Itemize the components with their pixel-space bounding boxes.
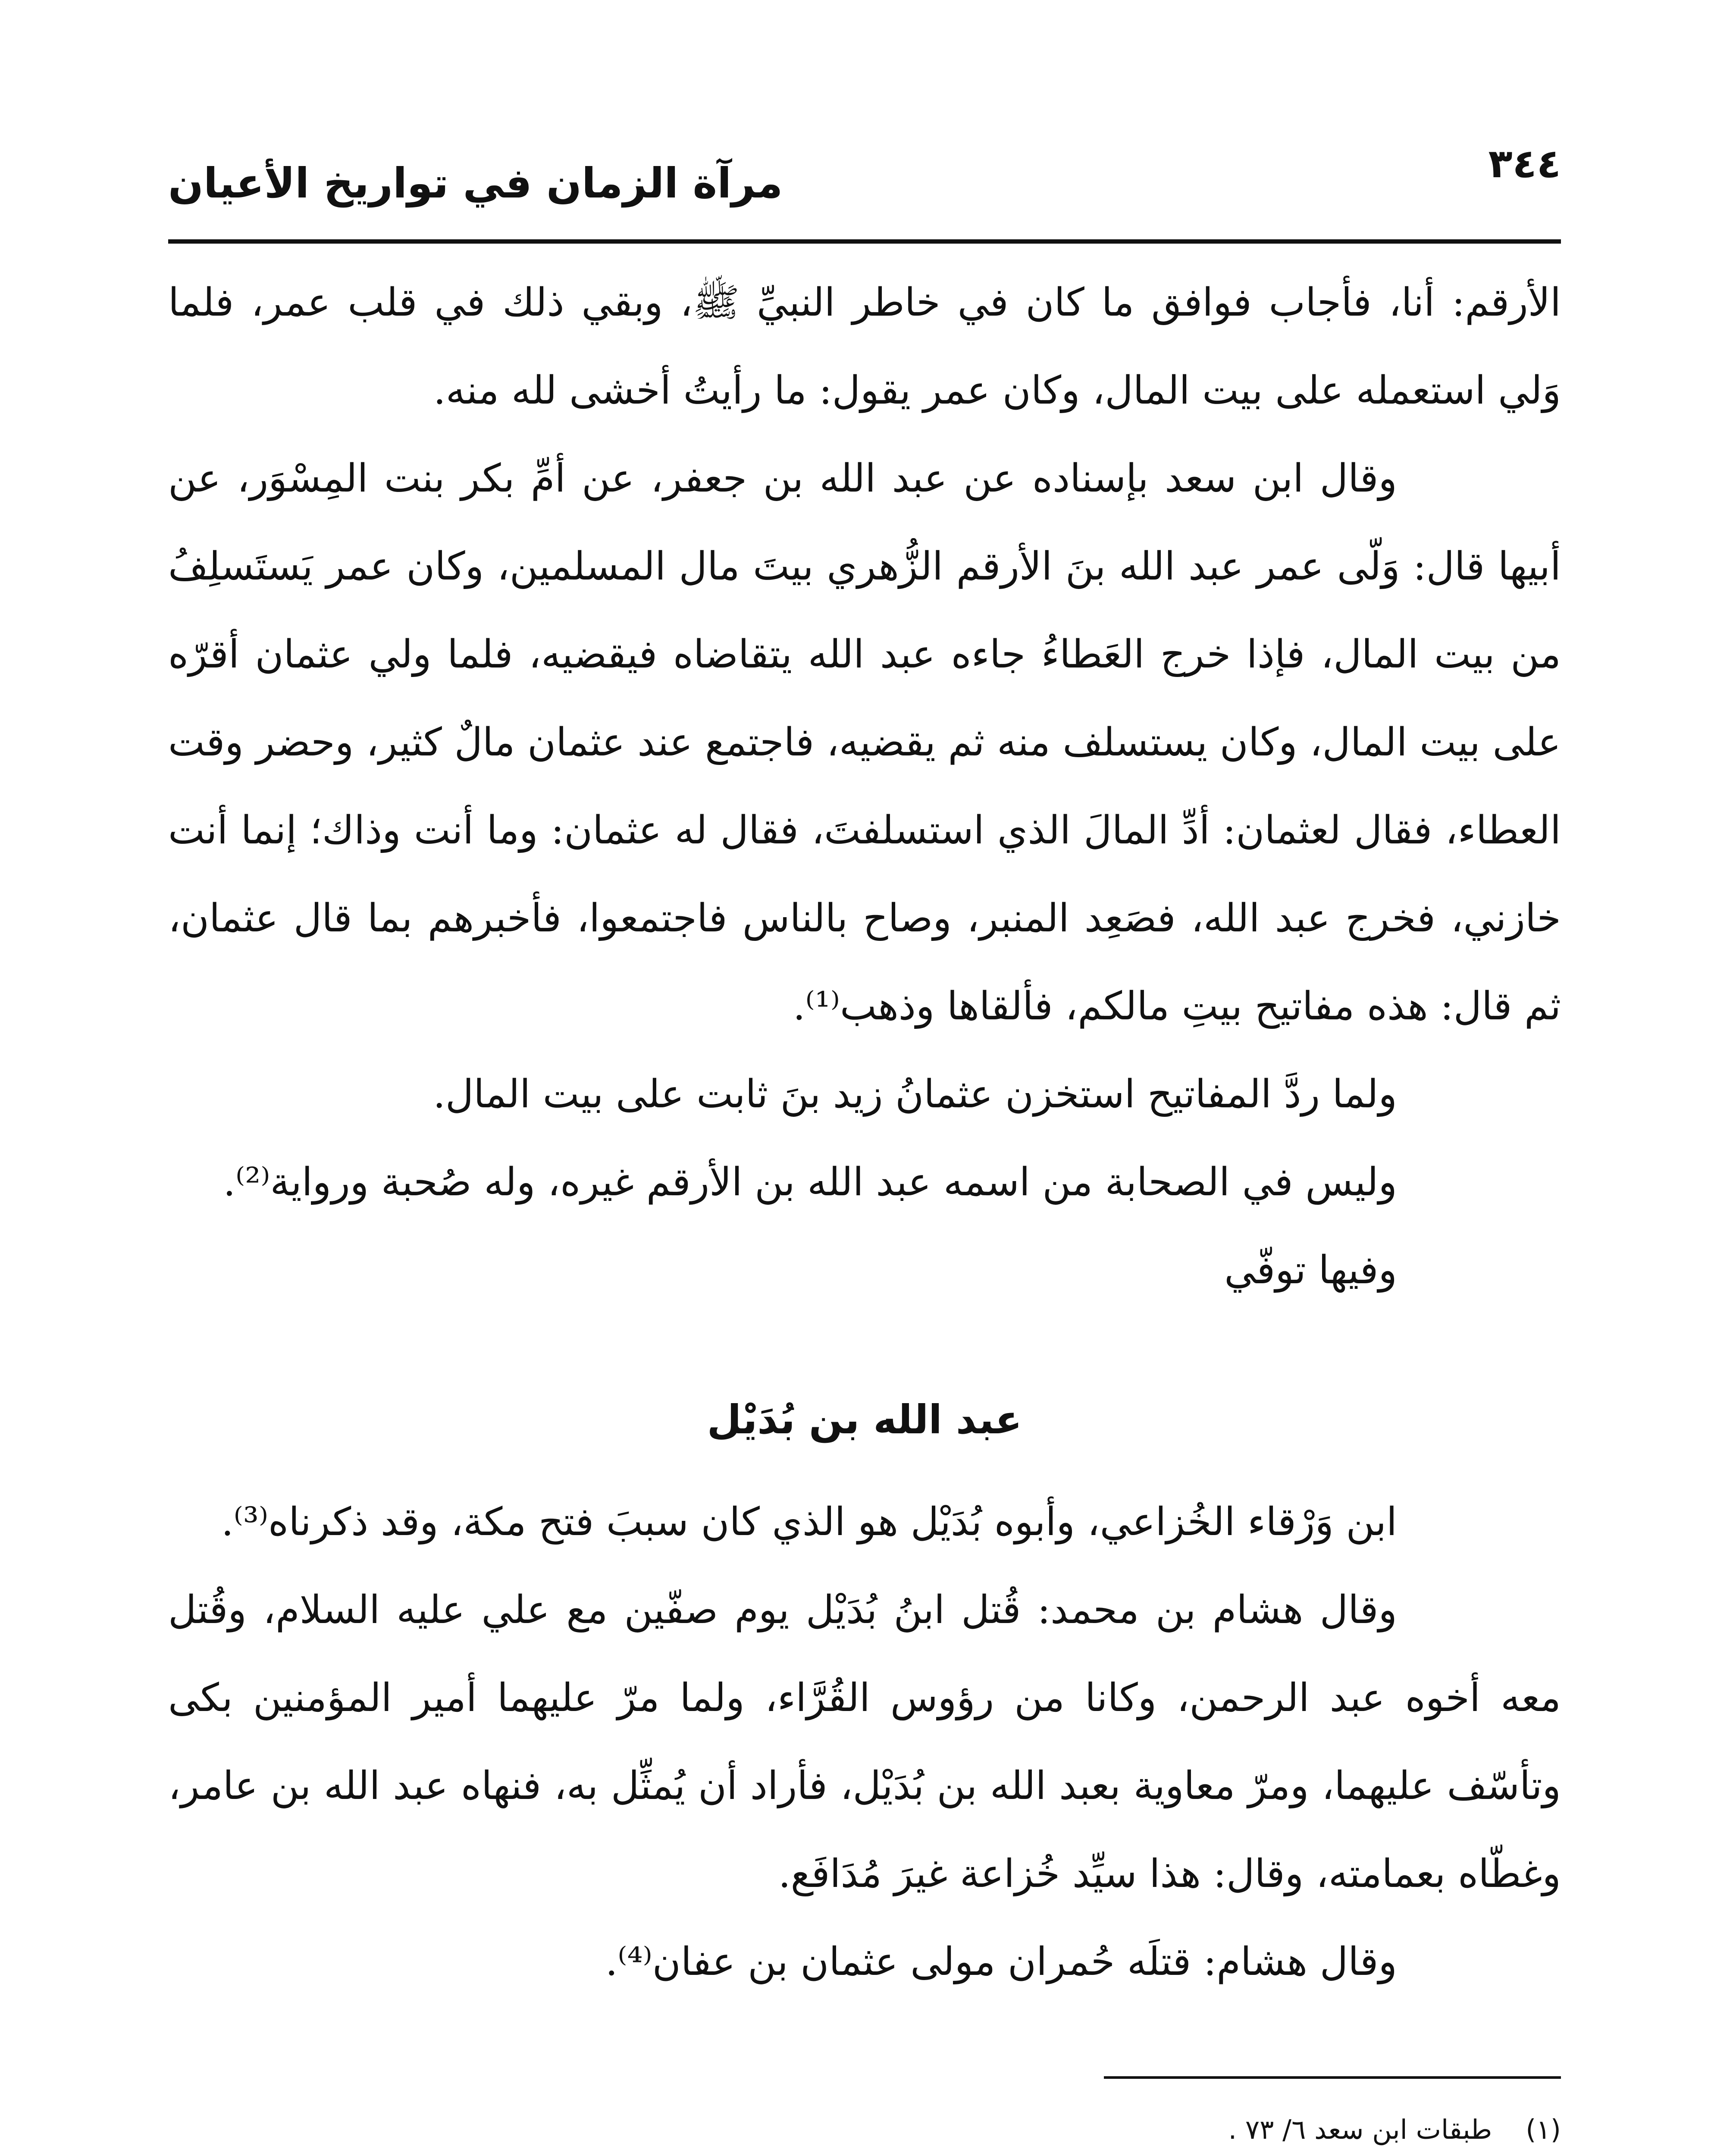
paragraph: ولما ردَّ المفاتيح استخزن عثمانُ زيد بنَ ثابت على بيت المال. [433, 1072, 1397, 1117]
main-text [168, 259, 1561, 2006]
paragraph: ابن وَرْقاء الخُزاعي، وأبوه بُدَيْل هو الذي كان سببَ فتح مكة، وقد ذكرناه⁽³⁾. [221, 1499, 1397, 1545]
section-heading: عبد الله بن بُدَيْل [707, 1397, 1022, 1443]
page-number: ٣٤٤ [1488, 141, 1561, 187]
paragraph: وفيها توفّي [1224, 1247, 1397, 1293]
running-title: مرآة الزمان في تواريخ الأعيان [168, 159, 783, 207]
paragraph: وقال هشام بن محمد: قُتل ابنُ بُدَيْل يوم صفّين مع علي عليه السلام، وقُتل معه أخوه عبد الرحمن، وكانا من رؤوس القُرَّاء، ولما مرّ عليهما أمير المؤمنين بكى وتأسّف عليهما، ومرّ معاوية بعبد الله بن بُدَيْل، فأراد أن يُمثِّل به، فنهاه عبد الله بن عامر، وغطّاه بعمامته، وقال: هذا سيِّد خُزاعة غيرَ مُدَافَع. [168, 1587, 1561, 1896]
header-rule [168, 239, 1561, 244]
paragraph: الأرقم: أنا، فأجاب فوافق ما كان في خاطر النبيِّ ﷺ، وبقي ذلك في قلب عمر، فلما وَلي استعمله على بيت المال، وكان عمر يقول: ما رأيتُ أخشى لله منه. [168, 280, 1561, 413]
page-header [168, 129, 1561, 216]
footnote-number: (١) [1526, 2114, 1561, 2145]
paragraph: وقال ابن سعد بإسناده عن عبد الله بن جعفر، عن أمِّ بكر بنت المِسْوَر، عن أبيها قال: وَلّى عمر عبد الله بنَ الأرقم الزُّهري بيتَ مال المسلمين، وكان عمر يَستَسلِفُ من بيت المال، فإذا خرج العَطاءُ جاءه عبد الله يتقاضاه فيقضيه، فلما ولي عثمان أقرّه على بيت المال، وكان يستسلف منه ثم يقضيه، فاجتمع عند عثمان مالٌ كثير، وحضر وقت العطاء، فقال لعثمان: أدِّ المالَ الذي استسلفتَ، فقال له عثمان: وما أنت وذاك؛ إنما أنت خازني، فخرج عبد الله، فصَعِد المنبر، وصاح بالناس فاجتمعوا، فأخبرهم بما قال عثمان، ثم قال: هذه مفاتيح بيتِ مالكم، فألقاها وذهب⁽¹⁾. [168, 456, 1561, 1029]
footnote [168, 2104, 1561, 2155]
paragraph: وقال هشام: قتلَه حُمران مولى عثمان بن عفان⁽⁴⁾. [605, 1939, 1397, 1984]
paragraph: وليس في الصحابة من اسمه عبد الله بن الأرقم غيره، وله صُحبة ورواية⁽²⁾. [223, 1159, 1397, 1205]
footnotes [168, 2104, 1561, 2156]
footnote-rule [1104, 2076, 1561, 2079]
footnote-text: طبقات ابن سعد ٦/ ٧٣ . [1228, 2114, 1492, 2145]
